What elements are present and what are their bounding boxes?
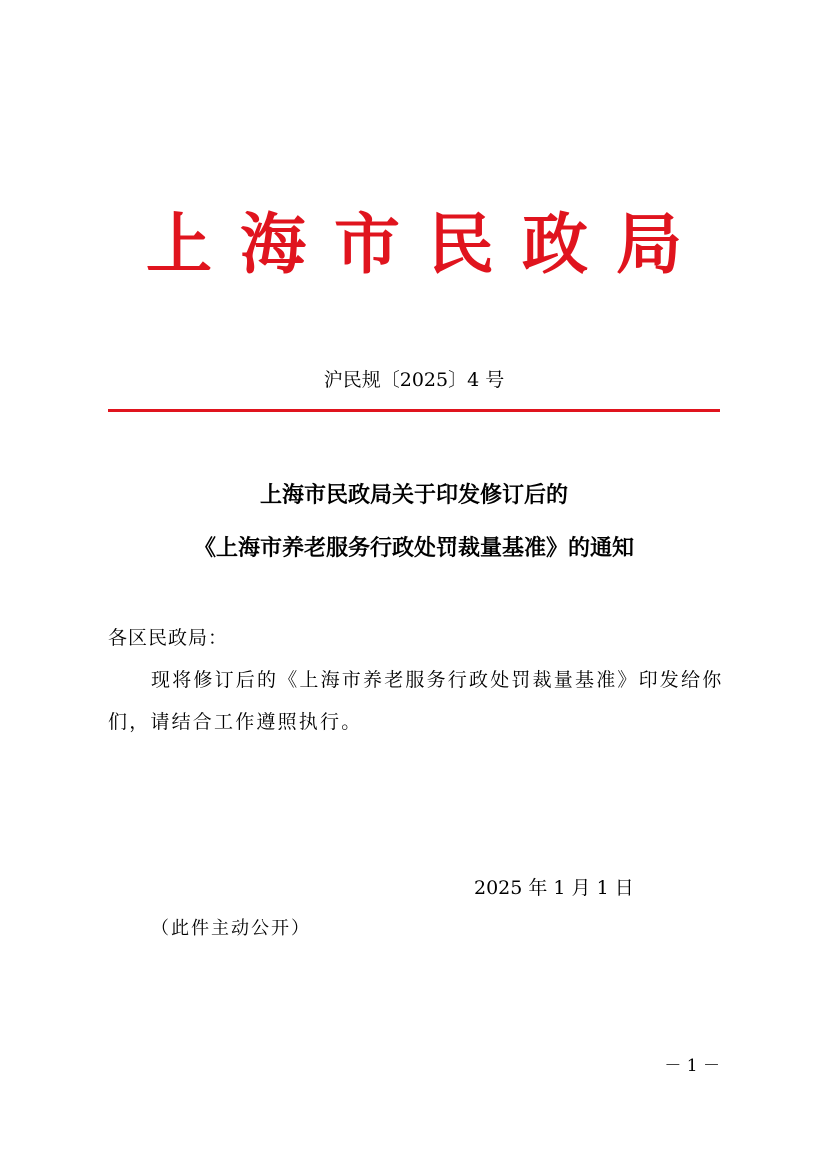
document-title-line-2: 《上海市养老服务行政处罚裁量基准》的通知 (193, 536, 634, 561)
issue-date: 2025 年 1 月 1 日 (474, 877, 634, 899)
document-number: 沪民规〔2025〕4 号 (323, 369, 505, 391)
page-number: － 1 － (664, 1056, 720, 1076)
red-divider (108, 409, 720, 412)
salutation: 各区民政局： (108, 627, 229, 649)
disclosure-note: （此件主动公开） (151, 918, 311, 939)
body-paragraph-line-2: 们，请结合工作遵照执行。 (108, 711, 363, 733)
document-title-line-1: 上海市民政局关于印发修订后的 (259, 483, 568, 508)
agency-masthead: 上海市民政局 (146, 206, 710, 283)
body-paragraph-line-1: 现将修订后的《上海市养老服务行政处罚裁量基准》印发给你 (151, 669, 724, 691)
